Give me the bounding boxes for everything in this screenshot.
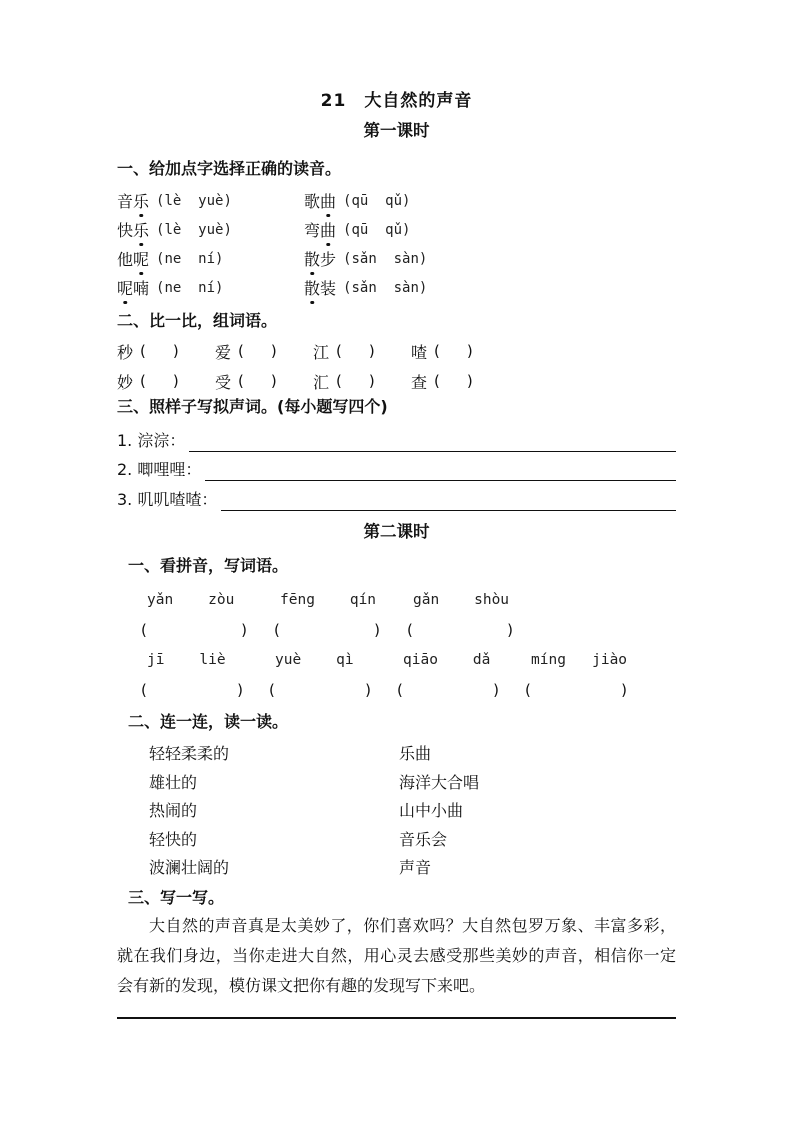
word-build-row xyxy=(117,366,676,396)
paren-open: ( xyxy=(407,620,413,639)
fill-item xyxy=(117,422,676,452)
pinyin-word: yuè qì xyxy=(275,651,354,668)
word-part: 喃 xyxy=(133,279,150,298)
base-char: 查 xyxy=(411,372,428,392)
reading-choice-cell xyxy=(304,247,427,270)
p2-sec2-heading: 二、连一连，读一读。 xyxy=(128,711,289,731)
pinyin-group xyxy=(523,645,651,705)
pinyin-group xyxy=(139,645,267,705)
fill-item xyxy=(117,481,676,511)
essay-prompt-paragraph: 大自然的声音真是太美妙了，你们喜欢吗？大自然包罗万象、丰富多彩，就在我们身边，当你走进大自然，用心灵去感受那些美妙的声音，相信你一定会有新的发现，模仿课文把你有趣的发现写下来吧。 xyxy=(117,916,676,995)
answer-parens xyxy=(267,675,373,705)
match-left-item: 轻轻柔柔的 xyxy=(149,744,230,764)
match-row xyxy=(149,796,676,825)
word-part: 步 xyxy=(320,250,337,269)
pinyin-row xyxy=(139,645,676,705)
answer-blank-line xyxy=(205,459,676,481)
word-build-group xyxy=(117,370,215,393)
blank-parens xyxy=(434,342,473,360)
paren-close: ) xyxy=(237,680,243,699)
paren-open: ( xyxy=(434,342,440,360)
dotted-word xyxy=(304,189,336,212)
paren-close: ) xyxy=(365,680,371,699)
pinyin-writing-block xyxy=(139,585,676,705)
paren-open: ( xyxy=(140,372,146,390)
paren-open: ( xyxy=(336,372,342,390)
paren-close: ) xyxy=(466,342,473,360)
paren-open: ( xyxy=(525,680,531,699)
reading-choice-cell xyxy=(117,189,304,212)
pinyin-word: yǎn zòu xyxy=(147,591,235,608)
pinyin-word: gǎn shòu xyxy=(413,591,510,608)
word-build-rows xyxy=(117,336,676,396)
pinyin-choices: (lè yuè) xyxy=(156,192,232,209)
word-build-group xyxy=(215,370,313,393)
base-char: 汇 xyxy=(313,372,330,392)
dotted-char: 曲 xyxy=(320,189,336,212)
paren-close: ) xyxy=(270,372,277,390)
paren-close: ) xyxy=(368,372,375,390)
blank-parens xyxy=(434,372,473,390)
pinyin-group xyxy=(272,585,405,645)
reading-choice-row xyxy=(117,244,676,273)
fill-item xyxy=(117,452,676,482)
reading-choice-cell xyxy=(304,189,410,212)
fill-item-label: 3. 叽叽喳喳： xyxy=(117,489,218,509)
word-part: 弯 xyxy=(304,221,321,240)
blank-parens xyxy=(336,372,375,390)
dotted-char: 曲 xyxy=(320,218,336,241)
dotted-word xyxy=(304,276,336,299)
pinyin-choices: (lè yuè) xyxy=(156,221,232,238)
lesson2-heading: 第二课时 xyxy=(363,521,430,541)
dotted-word xyxy=(117,247,149,270)
writing-line xyxy=(117,1017,676,1019)
dotted-char: 呢 xyxy=(133,247,149,270)
base-char: 妙 xyxy=(117,372,134,392)
pinyin-group xyxy=(139,585,272,645)
lesson1-heading: 第一课时 xyxy=(363,121,430,140)
paren-open: ( xyxy=(274,620,280,639)
dotted-word xyxy=(304,218,336,241)
dotted-char: 乐 xyxy=(133,189,149,212)
word-build-group xyxy=(313,370,411,393)
reading-choice-row xyxy=(117,215,676,244)
match-left-item: 轻快的 xyxy=(149,829,198,849)
answer-parens xyxy=(395,675,501,705)
pinyin-word: jī liè xyxy=(147,651,226,668)
blank-parens xyxy=(238,342,277,360)
word-build-group xyxy=(313,340,411,363)
match-row xyxy=(149,824,676,853)
paren-close: ) xyxy=(241,620,247,639)
p1-sec3-heading: 三、照样子写拟声词。(每小题写四个) xyxy=(117,397,388,416)
word-build-group xyxy=(411,370,509,393)
paren-close: ) xyxy=(466,372,473,390)
match-left-item: 雄壮的 xyxy=(149,772,198,792)
base-char: 爱 xyxy=(215,342,232,362)
p1-sec2-heading: 二、比一比，组词语。 xyxy=(117,311,278,330)
answer-parens xyxy=(523,675,629,705)
match-row xyxy=(149,739,676,768)
match-right-item: 海洋大合唱 xyxy=(399,772,480,792)
reading-choice-row xyxy=(117,273,676,302)
paren-open: ( xyxy=(269,680,275,699)
pinyin-choices: (qū qǔ) xyxy=(343,221,411,238)
answer-parens xyxy=(405,615,515,645)
dotted-char: 乐 xyxy=(133,218,149,241)
paren-close: ) xyxy=(493,680,499,699)
matching-exercise xyxy=(149,739,676,882)
reading-choice-cell xyxy=(304,218,410,241)
pinyin-choices: (ne ní) xyxy=(156,279,224,296)
blank-parens xyxy=(238,372,277,390)
word-part: 装 xyxy=(320,279,337,298)
reading-choice-cell xyxy=(117,276,304,299)
match-left-item: 波澜壮阔的 xyxy=(149,858,230,878)
match-right-item: 乐曲 xyxy=(399,744,432,764)
fill-item-label: 1. 淙淙： xyxy=(117,430,186,450)
paren-open: ( xyxy=(141,680,147,699)
pinyin-word: qiāo dǎ xyxy=(403,651,491,668)
base-char: 喳 xyxy=(411,342,428,362)
p2-sec3-heading: 三、写一写。 xyxy=(128,888,225,907)
onomatopoeia-items xyxy=(117,422,676,511)
paren-open: ( xyxy=(238,342,244,360)
paren-open: ( xyxy=(238,372,244,390)
paren-open: ( xyxy=(434,372,440,390)
blank-parens xyxy=(140,342,179,360)
answer-blank-line xyxy=(221,489,676,511)
match-left-item: 热闹的 xyxy=(149,801,198,821)
answer-blank-line xyxy=(189,430,676,452)
fill-item-label: 2. 唧哩哩： xyxy=(117,460,202,479)
answer-parens xyxy=(139,615,249,645)
paren-close: ) xyxy=(368,342,375,360)
paren-close: ) xyxy=(621,680,627,699)
p2-sec1-heading: 一、看拼音，写词语。 xyxy=(128,555,289,575)
paren-close: ) xyxy=(172,372,179,390)
pinyin-group xyxy=(267,645,395,705)
paren-open: ( xyxy=(140,342,146,360)
dotted-char: 散 xyxy=(304,247,320,270)
blank-parens xyxy=(140,372,179,390)
pinyin-choices: (qū qǔ) xyxy=(343,192,411,209)
base-char: 江 xyxy=(313,342,330,362)
pinyin-row xyxy=(139,585,676,645)
word-build-group xyxy=(411,340,509,363)
word-build-group xyxy=(215,340,313,363)
match-right-item: 音乐会 xyxy=(399,829,448,849)
match-right-item: 山中小曲 xyxy=(399,801,464,821)
reading-choice-row xyxy=(117,186,676,215)
pinyin-group xyxy=(395,645,523,705)
paren-close: ) xyxy=(270,342,277,360)
pinyin-choices: (sǎn sàn) xyxy=(343,250,428,267)
reading-choice-cell xyxy=(117,247,304,270)
pinyin-group xyxy=(405,585,538,645)
answer-parens xyxy=(272,615,382,645)
paren-open: ( xyxy=(397,680,403,699)
blank-parens xyxy=(336,342,375,360)
answer-parens xyxy=(139,675,245,705)
word-build-group xyxy=(117,340,215,363)
pinyin-word: míng jiào xyxy=(531,651,628,668)
paren-close: ) xyxy=(374,620,380,639)
pinyin-word: fēng qín xyxy=(280,591,377,608)
reading-choice-rows xyxy=(117,186,676,302)
paren-close: ) xyxy=(172,342,179,360)
pinyin-choices: (sǎn sàn) xyxy=(343,279,428,296)
paren-close: ) xyxy=(507,620,513,639)
match-row xyxy=(149,767,676,796)
paren-open: ( xyxy=(336,342,342,360)
dotted-word xyxy=(117,189,149,212)
dotted-char: 呢 xyxy=(117,276,133,299)
pinyin-choices: (ne ní) xyxy=(156,250,224,267)
word-part: 快 xyxy=(117,221,134,240)
match-right-item: 声音 xyxy=(399,858,432,878)
dotted-word xyxy=(304,247,336,270)
dotted-word xyxy=(117,276,149,299)
base-char: 秒 xyxy=(117,342,134,362)
word-part: 他 xyxy=(117,250,134,269)
page-title: 21 大自然的声音 xyxy=(320,91,473,111)
word-part: 音 xyxy=(117,192,134,211)
word-part: 歌 xyxy=(304,192,321,211)
reading-choice-cell xyxy=(117,218,304,241)
paren-open: ( xyxy=(141,620,147,639)
reading-choice-cell xyxy=(304,276,427,299)
p1-sec1-heading: 一、给加点字选择正确的读音。 xyxy=(117,159,342,178)
word-build-row xyxy=(117,336,676,366)
base-char: 受 xyxy=(215,372,232,392)
match-row xyxy=(149,853,676,882)
dotted-char: 散 xyxy=(304,276,320,299)
dotted-word xyxy=(117,218,149,241)
